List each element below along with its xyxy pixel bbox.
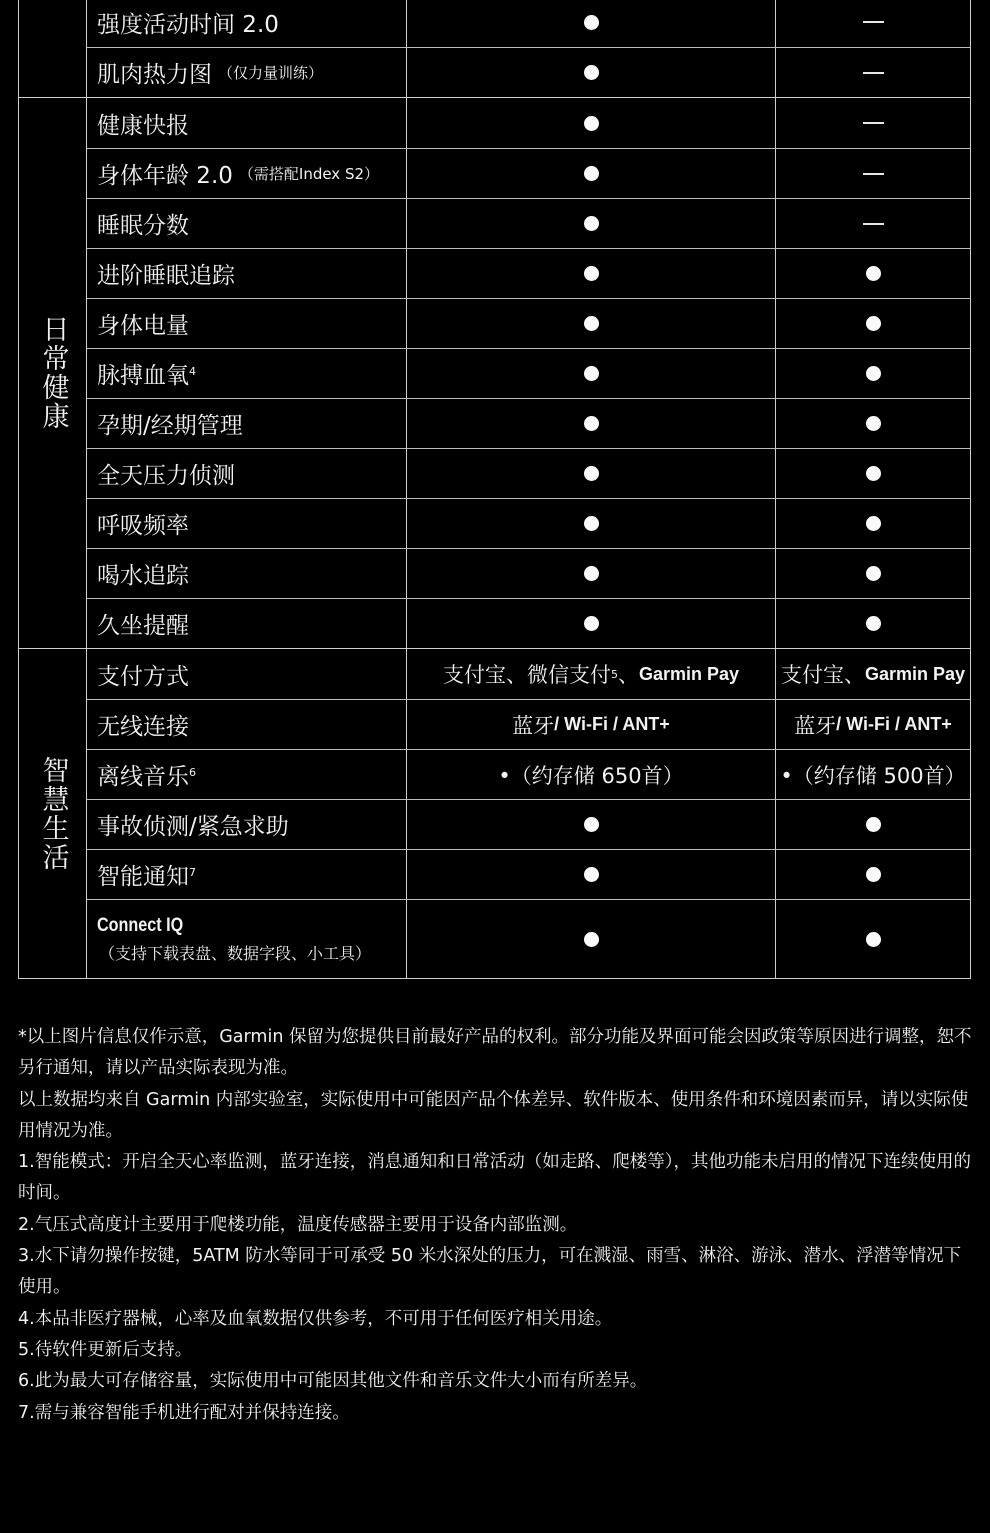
footnote-3: 3.水下请勿操作按键，5ATM 防水等同于可承受 50 米水深处的压力，可在溅湿、雨雪、淋浴、游泳、潜水、浮潜等情况下使用。 xyxy=(18,1246,962,1298)
feature-note: （支持下载表盘、数据字段、小工具） xyxy=(99,943,372,963)
model-b-cell xyxy=(776,750,970,799)
model-b-cell xyxy=(776,0,970,47)
category-label: 日常健康 xyxy=(37,315,69,431)
unsupported-dash-icon xyxy=(863,223,884,225)
feature-text: 身体年龄 2.0 xyxy=(97,163,233,189)
model-b-cell xyxy=(776,399,970,448)
feature-label xyxy=(87,649,407,699)
feature-text: 智能通知 xyxy=(97,864,189,890)
supported-dot-icon xyxy=(866,466,881,481)
category-cell xyxy=(19,98,87,648)
table-row xyxy=(87,699,970,749)
value-text: 蓝牙 xyxy=(794,713,837,738)
table-row xyxy=(87,0,970,47)
feature-note: （需搭配Index S2） xyxy=(238,165,380,183)
model-a-cell xyxy=(407,499,776,548)
value-text: 支付宝、 xyxy=(780,663,865,687)
feature-label xyxy=(87,0,407,47)
table-row xyxy=(87,298,970,348)
footnote-4: 4.本品非医疗器械，心率及血氧数据仅供参考，不可用于任何医疗相关用途。 xyxy=(18,1308,613,1329)
supported-dot-icon xyxy=(584,65,599,80)
feature-text: 事故侦测/紧急求助 xyxy=(97,814,289,840)
feature-note: （仅力量训练） xyxy=(218,64,324,82)
model-a-cell xyxy=(407,649,776,699)
supported-dot-icon xyxy=(584,316,599,331)
feature-text: 强度活动时间 2.0 xyxy=(97,11,279,38)
model-a-cell xyxy=(407,750,776,799)
footnotes xyxy=(18,1022,978,1429)
feature-label xyxy=(87,499,407,548)
value-text-latin: Garmin Pay xyxy=(864,663,966,684)
group-smart-life xyxy=(19,648,970,978)
model-a-cell xyxy=(407,149,776,198)
feature-label xyxy=(87,349,407,398)
value-text: •（约存储 500首） xyxy=(780,763,966,788)
feature-text: 喝水追踪 xyxy=(97,563,189,589)
feature-text: 离线音乐 xyxy=(97,764,189,790)
model-a-cell xyxy=(407,349,776,398)
model-b-cell xyxy=(776,199,970,248)
feature-text: 脉搏血氧 xyxy=(97,363,189,389)
feature-text: 呼吸频率 xyxy=(97,513,189,539)
model-a-cell xyxy=(407,599,776,648)
table-row xyxy=(87,548,970,598)
group-fitness xyxy=(19,0,970,97)
model-a-cell xyxy=(407,850,776,899)
disclaimer-text: *以上图片信息仅作示意，Garmin 保留为您提供目前最好产品的权利。部分功能及界面可能会因政策等原因进行调整，恕不另行通知，请以产品实际表现为准。 xyxy=(18,1027,972,1079)
table-row xyxy=(87,849,970,899)
model-b-cell xyxy=(776,700,970,749)
value-text-latin: / Wi-Fi / ANT+ xyxy=(554,714,670,734)
feature-label xyxy=(87,199,407,248)
table-row xyxy=(87,198,970,248)
model-b-cell xyxy=(776,599,970,648)
feature-label xyxy=(87,750,407,799)
supported-dot-icon xyxy=(584,867,599,882)
supported-dot-icon xyxy=(866,616,881,631)
table-row xyxy=(87,498,970,548)
supported-dot-icon xyxy=(866,817,881,832)
feature-text: 进阶睡眠追踪 xyxy=(97,263,235,289)
feature-label xyxy=(87,98,407,148)
supported-dot-icon xyxy=(866,266,881,281)
category-label: 智慧生活 xyxy=(37,755,69,872)
feature-label xyxy=(87,299,407,348)
supported-dot-icon xyxy=(584,366,599,381)
model-a-cell xyxy=(407,549,776,598)
model-a-cell xyxy=(407,700,776,749)
model-b-cell xyxy=(776,850,970,899)
footnote-2: 2.气压式高度计主要用于爬楼功能，温度传感器主要用于设备内部监测。 xyxy=(18,1214,578,1235)
footnote-5: 5.待软件更新后支持。 xyxy=(18,1339,193,1360)
supported-dot-icon xyxy=(584,15,599,30)
supported-dot-icon xyxy=(584,566,599,581)
model-b-cell xyxy=(776,800,970,849)
feature-label xyxy=(87,149,407,198)
feature-label xyxy=(87,700,407,749)
table-row xyxy=(87,248,970,298)
model-b-cell xyxy=(776,349,970,398)
supported-dot-icon xyxy=(584,516,599,531)
model-b-cell xyxy=(776,549,970,598)
category-cell xyxy=(19,0,87,97)
model-b-cell xyxy=(776,249,970,298)
feature-text: 孕期/经期管理 xyxy=(97,413,243,439)
value-text: 、 xyxy=(617,663,639,687)
supported-dot-icon xyxy=(584,216,599,231)
value-text-latin: / Wi-Fi / ANT+ xyxy=(836,714,952,734)
table-row xyxy=(87,649,970,699)
model-b-cell xyxy=(776,449,970,498)
model-a-cell xyxy=(407,249,776,298)
feature-text: 无线连接 xyxy=(97,714,189,740)
supported-dot-icon xyxy=(584,266,599,281)
model-b-cell xyxy=(776,299,970,348)
model-b-cell xyxy=(776,900,970,978)
value-text: 蓝牙 xyxy=(512,713,555,738)
table-row xyxy=(87,148,970,198)
value-text: •（约存储 650首） xyxy=(498,763,684,788)
feature-label xyxy=(87,48,407,97)
feature-label xyxy=(87,549,407,598)
model-b-cell xyxy=(776,48,970,97)
model-a-cell xyxy=(407,199,776,248)
table-row xyxy=(87,348,970,398)
table-row xyxy=(87,598,970,648)
model-a-cell xyxy=(407,399,776,448)
model-a-cell xyxy=(407,48,776,97)
footnote-ref: 7 xyxy=(189,866,196,879)
feature-label xyxy=(87,249,407,298)
feature-label xyxy=(87,800,407,849)
feature-label xyxy=(87,399,407,448)
footnote-1: 1.智能模式：开启全天心率监测，蓝牙连接，消息通知和日常活动（如走路、爬楼等），其他功能未启用的情况下连续使用的时间。 xyxy=(18,1152,971,1204)
model-b-cell xyxy=(776,649,970,699)
model-a-cell xyxy=(407,98,776,148)
supported-dot-icon xyxy=(866,416,881,431)
feature-label xyxy=(87,599,407,648)
feature-text: 全天压力侦测 xyxy=(97,463,235,489)
table-row xyxy=(87,799,970,849)
supported-dot-icon xyxy=(866,932,881,947)
unsupported-dash-icon xyxy=(863,72,884,74)
supported-dot-icon xyxy=(584,166,599,181)
supported-dot-icon xyxy=(584,616,599,631)
supported-dot-icon xyxy=(866,566,881,581)
supported-dot-icon xyxy=(584,817,599,832)
feature-label xyxy=(87,850,407,899)
value-text-latin: Garmin Pay xyxy=(638,663,740,684)
supported-dot-icon xyxy=(584,116,599,131)
group-daily-health xyxy=(19,97,970,648)
value-text: 支付宝、微信支付 xyxy=(442,663,611,687)
disclaimer-text: 以上数据均来自 Garmin 内部实验室，实际使用中可能因产品个体差异、软件版本、使用条件和环境因素而异，请以实际使用情况为准。 xyxy=(18,1089,969,1141)
table-row xyxy=(87,749,970,799)
feature-text: 身体电量 xyxy=(97,313,189,339)
supported-dot-icon xyxy=(866,316,881,331)
supported-dot-icon xyxy=(584,466,599,481)
model-a-cell xyxy=(407,900,776,978)
supported-dot-icon xyxy=(584,932,599,947)
model-a-cell xyxy=(407,0,776,47)
footnote-6: 6.此为最大可存储容量，实际使用中可能因其他文件和音乐文件大小而有所差异。 xyxy=(18,1371,648,1392)
feature-label xyxy=(87,449,407,498)
feature-text: 支付方式 xyxy=(97,663,189,690)
footnote-ref: 5 xyxy=(610,667,618,681)
model-b-cell xyxy=(776,98,970,148)
feature-text: 健康快报 xyxy=(97,112,189,139)
footnote-7: 7.需与兼容智能手机进行配对并保持连接。 xyxy=(18,1402,350,1423)
unsupported-dash-icon xyxy=(863,122,884,124)
category-cell xyxy=(19,649,87,978)
model-b-cell xyxy=(776,149,970,198)
table-row xyxy=(87,398,970,448)
unsupported-dash-icon xyxy=(863,21,884,23)
model-b-cell xyxy=(776,499,970,548)
feature-label xyxy=(87,900,407,978)
supported-dot-icon xyxy=(584,416,599,431)
table-row xyxy=(87,47,970,97)
model-a-cell xyxy=(407,449,776,498)
table-row xyxy=(87,899,970,978)
table-row xyxy=(87,98,970,148)
model-a-cell xyxy=(407,800,776,849)
table-row xyxy=(87,448,970,498)
feature-text: 睡眠分数 xyxy=(97,213,189,239)
model-a-cell xyxy=(407,299,776,348)
feature-text: 肌肉热力图 xyxy=(97,62,212,88)
supported-dot-icon xyxy=(866,366,881,381)
feature-comparison-table xyxy=(18,0,971,979)
supported-dot-icon xyxy=(866,867,881,882)
feature-text: Connect IQ xyxy=(97,914,184,936)
supported-dot-icon xyxy=(866,516,881,531)
unsupported-dash-icon xyxy=(863,173,884,175)
feature-text: 久坐提醒 xyxy=(97,613,189,639)
footnote-ref: 4 xyxy=(189,365,196,378)
footnote-ref: 6 xyxy=(189,766,196,779)
